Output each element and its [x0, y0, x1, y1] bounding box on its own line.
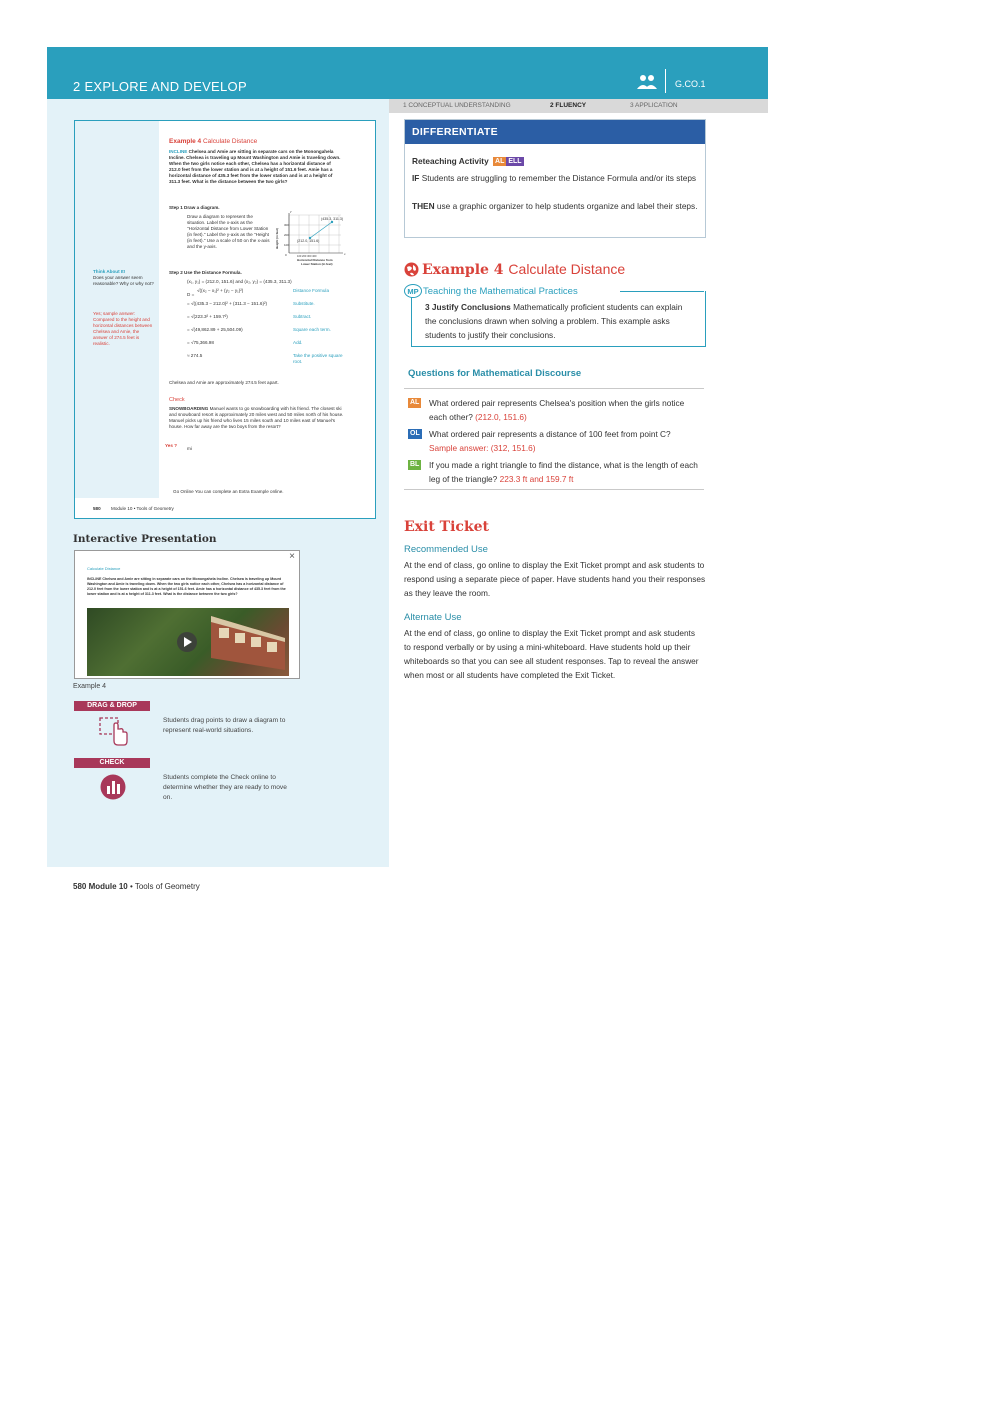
student-page-number: 580 — [93, 506, 101, 511]
standard-code: G.CO.1 — [675, 79, 706, 89]
question-item — [429, 396, 701, 424]
badge-al: AL — [495, 158, 505, 165]
graph-ylabel: Height (in feet) — [275, 228, 279, 249]
graph-x-letter: x — [344, 252, 346, 256]
page-footer — [73, 882, 200, 891]
question-tag: OL — [410, 430, 420, 437]
equation-note: Distance Formula — [293, 288, 329, 293]
student-conclusion: Chelsea and Amie are approximately 274.5 feet apart. — [169, 380, 279, 385]
graph-point-amie — [331, 221, 333, 223]
equation-step: = √75,366.98 — [187, 340, 214, 345]
student-example-heading — [169, 138, 257, 145]
graph-point-amie-label: (435.3, 311.3) — [321, 217, 344, 221]
graph-ytick: 100 — [284, 243, 290, 247]
graph-y-letter: y — [290, 209, 292, 214]
step-2: Step 2 Use the Distance Formula. — [169, 270, 242, 275]
equation-step: ≈ 274.5 — [187, 353, 203, 358]
footer-sep: • — [129, 882, 133, 891]
think-about-it — [93, 269, 155, 287]
drag-drop-text: Students drag points to draw a diagram to represent real-world situations. — [163, 717, 286, 734]
interactive-presentation-title: Interactive Presentation — [73, 533, 217, 545]
student-page-footer — [75, 504, 375, 516]
mp-body: Mathematically proficient students can explain the conclusions drawn when solving a problem. This example asks students to justify their conclusions. — [425, 302, 683, 340]
student-check-label: Check — [169, 397, 185, 403]
alternate-use-text: At the end of class, go online to display the Exit Ticket prompt and ask students to respond verbally or by using a mini-whiteboard. Have students hold up their whiteboards so that you can see all student responses. Tap to reveal the answer when most or all students have completed the Exit Ticket. — [404, 628, 699, 680]
student-page-sidebar — [75, 121, 159, 498]
close-icon[interactable]: × — [289, 551, 295, 562]
student-intro-lead: INCLINE — [169, 149, 188, 154]
check-answer-label: Yes ? — [165, 443, 178, 448]
equation-note: Substitute. — [293, 301, 315, 306]
think-answer: Yes; sample answer: Compared to the height and horizontal distances between Chelsea and Amie, the answer of 274.5 feet is realistic. — [93, 311, 153, 346]
incline-car-image — [205, 608, 289, 676]
reteaching-activity: Reteaching Activity — [412, 156, 489, 166]
student-example-title: Calculate Distance — [202, 138, 258, 145]
questions-title: Questions for Mathematical Discourse — [408, 368, 582, 379]
think-title: Think About It! — [93, 269, 126, 274]
math-practices-text — [425, 300, 695, 342]
globe-icon — [404, 262, 419, 277]
example-4-heading — [422, 261, 625, 278]
graph-point-chelsea-label: (212.0, 151.6) — [297, 239, 320, 243]
graph-ytick: 300 — [284, 223, 290, 227]
interactive-window-text: INCLINE Chelsea and Amie are sitting in separate cars on the Monongahela Incline. Chelsea is traveling up Mount Washington and Amie is traveling down. When the two girls notice each other, Chelsea has a horizontal distance of 212.0 feet from the lower station and is at a height of 151.6 feet. Amie has a horizontal distance of 435.3 feet from the lower station and is at a height of 311.3 feet. What is the distance between the two girls? — [87, 577, 286, 596]
question-item — [429, 427, 701, 455]
rigor-tabs — [389, 99, 768, 113]
student-check-text — [169, 406, 345, 430]
equation-step: = √(223.3² + 159.7²) — [187, 314, 228, 319]
drag-drop-icon — [98, 716, 130, 746]
differentiate-box — [404, 119, 706, 238]
graph-xlabel: Lower Station (in feet) — [301, 262, 333, 266]
badge-ell: ELL — [508, 158, 522, 165]
equation-note: Add. — [293, 340, 303, 345]
student-intro — [169, 149, 341, 185]
question-answer: Sample answer: (312, 151.6) — [429, 443, 536, 453]
question-answer: 223.3 ft and 159.7 ft — [499, 474, 574, 484]
recommended-use-text: At the end of class, go online to display the Exit Ticket prompt and ask students to respond using a separate piece of paper. Have students hand you their responses as they leave the room. — [404, 560, 706, 598]
question-text: What ordered pair represents Chelsea's position when the girls notice each other? — [429, 398, 685, 422]
student-example-label: Example 4 — [169, 138, 202, 145]
then-text — [412, 199, 702, 213]
questions-rule — [404, 388, 704, 389]
footer-title: Tools of Geometry — [134, 882, 200, 891]
student-page-thumbnail — [74, 120, 376, 519]
check-chart-icon — [100, 774, 126, 800]
if-body: Students are struggling to remember the Distance Formula and/or its steps — [421, 173, 697, 183]
section-banner — [47, 47, 768, 99]
drag-drop-label: DRAG & DROP — [74, 701, 150, 711]
question-text: What ordered pair represents a distance of 100 feet from point C? — [429, 429, 671, 439]
student-page-main — [159, 121, 375, 498]
differentiate-title: DIFFERENTIATE — [405, 120, 705, 144]
student-intro-text: Chelsea and Amie are sitting in separate cars on the Monongahela Incline. Chelsea is traveling up Mount Washington and Amie is traveling down. When the two girls notice each other, Chelsea has a horizontal distance of 212.0 feet from the lower station and is at a height of 151.6 feet. Amie has a horizontal distance of 435.3 feet from the lower station and is at a height of 311.3 feet. What is the distance between the two girls? — [169, 149, 341, 184]
recommended-use-title: Recommended Use — [404, 544, 488, 555]
student-page-footer-text: Module 10 • Tools of Geometry — [111, 506, 174, 511]
eq-d-lhs: D = — [187, 292, 195, 297]
equation-step: = √(49,862.89 + 25,504.09) — [187, 327, 243, 332]
tab-application[interactable]: 3 APPLICATION — [630, 102, 678, 109]
footer-module: Module 10 — [88, 882, 128, 891]
math-practices-rule — [620, 291, 704, 292]
if-label: IF — [412, 173, 420, 183]
reteaching-heading — [412, 154, 524, 168]
example-4-title: Calculate Distance — [508, 261, 626, 277]
equation-note: Square each term. — [293, 327, 331, 332]
interactive-caption: Example 4 — [73, 683, 107, 690]
question-answer: (212.0, 151.6) — [475, 412, 527, 422]
check-body: Manuel wants to go snowboarding with his friend. The closest ski and snowboard resort is approximately 20 miles west and 50 miles north of his house. Manuel picks up his friend who lives 15 miles south and 10 miles east of Manuel's house. How far away are the two boys from the resort? — [169, 406, 344, 429]
check-text: Students complete the Check online to determine whether they are ready to move on. — [163, 774, 287, 801]
check-label: CHECK — [74, 758, 150, 768]
question-tag: BL — [410, 461, 420, 468]
graph-xlabel: Horizontal Distance from — [297, 258, 333, 262]
question-tag: AL — [410, 399, 420, 406]
footer-page-number: 580 — [73, 882, 87, 891]
mp-badge-icon — [404, 284, 422, 298]
interactive-window-heading: Calculate Distance — [87, 566, 121, 571]
step-1-text: Draw a diagram to represent the situation. Label the x-axis as the "Horizontal Distance from Lower Station (in feet)." Label the y-axis as the "Height (in feet)." Use a scale of 50 on the x-axis and the y-axis. — [187, 214, 270, 249]
then-label: THEN — [412, 201, 435, 211]
go-online-note: Go Online You can complete an Extra Example online. — [173, 489, 284, 494]
graph-origin: 0 — [285, 253, 287, 257]
then-body: use a graphic organizer to help students organize and label their steps. — [436, 201, 698, 211]
question-text: If you made a right triangle to find the distance, what is the length of each leg of the triangle? — [429, 460, 698, 484]
mp-badge-text: MP — [407, 287, 419, 296]
eq-setup: (x₁, y₁) = (212.0, 151.6) and (x₂, y₂) = (435.3, 311.3) — [187, 279, 292, 284]
play-icon — [184, 637, 192, 647]
tab-conceptual[interactable]: 1 CONCEPTUAL UNDERSTANDING — [403, 102, 511, 109]
mp-lead: 3 Justify Conclusions — [425, 302, 511, 312]
question-item — [429, 458, 701, 486]
equation-note: Take the positive square root. — [293, 353, 343, 364]
check-answer-unit: mi — [187, 446, 192, 451]
questions-rule-bottom — [404, 489, 704, 490]
graph-segment — [310, 222, 332, 238]
equation-note: Subtract. — [293, 314, 312, 319]
equation-step: = √((435.3 − 212.0)² + (311.3 − 151.6)²) — [187, 301, 268, 306]
interactive-window[interactable] — [74, 550, 300, 679]
graph-xticks: 100 200 300 400 — [297, 255, 317, 258]
math-practices-title: Teaching the Mathematical Practices — [423, 286, 584, 297]
exit-ticket-title: Exit Ticket — [404, 519, 490, 535]
distance-graph — [275, 209, 347, 267]
graph-ytick: 200 — [284, 233, 290, 237]
people-icon — [637, 74, 657, 90]
check-lead: SNOWBOARDING — [169, 406, 209, 411]
step-1: Step 1 Draw a diagram. — [169, 205, 220, 210]
example-4-label: Example 4 — [422, 262, 504, 278]
equation-step: √((x₂ − x₁)² + (y₂ − y₁)²) — [197, 288, 244, 293]
banner-divider — [665, 69, 666, 93]
section-title: 2 EXPLORE AND DEVELOP — [73, 79, 247, 94]
alternate-use-title: Alternate Use — [404, 612, 462, 623]
incline-photo — [87, 608, 289, 676]
tab-fluency[interactable]: 2 FLUENCY — [550, 102, 587, 109]
if-text — [412, 171, 702, 185]
think-question: Does your answer seem reasonable? Why or why not? — [93, 275, 154, 286]
